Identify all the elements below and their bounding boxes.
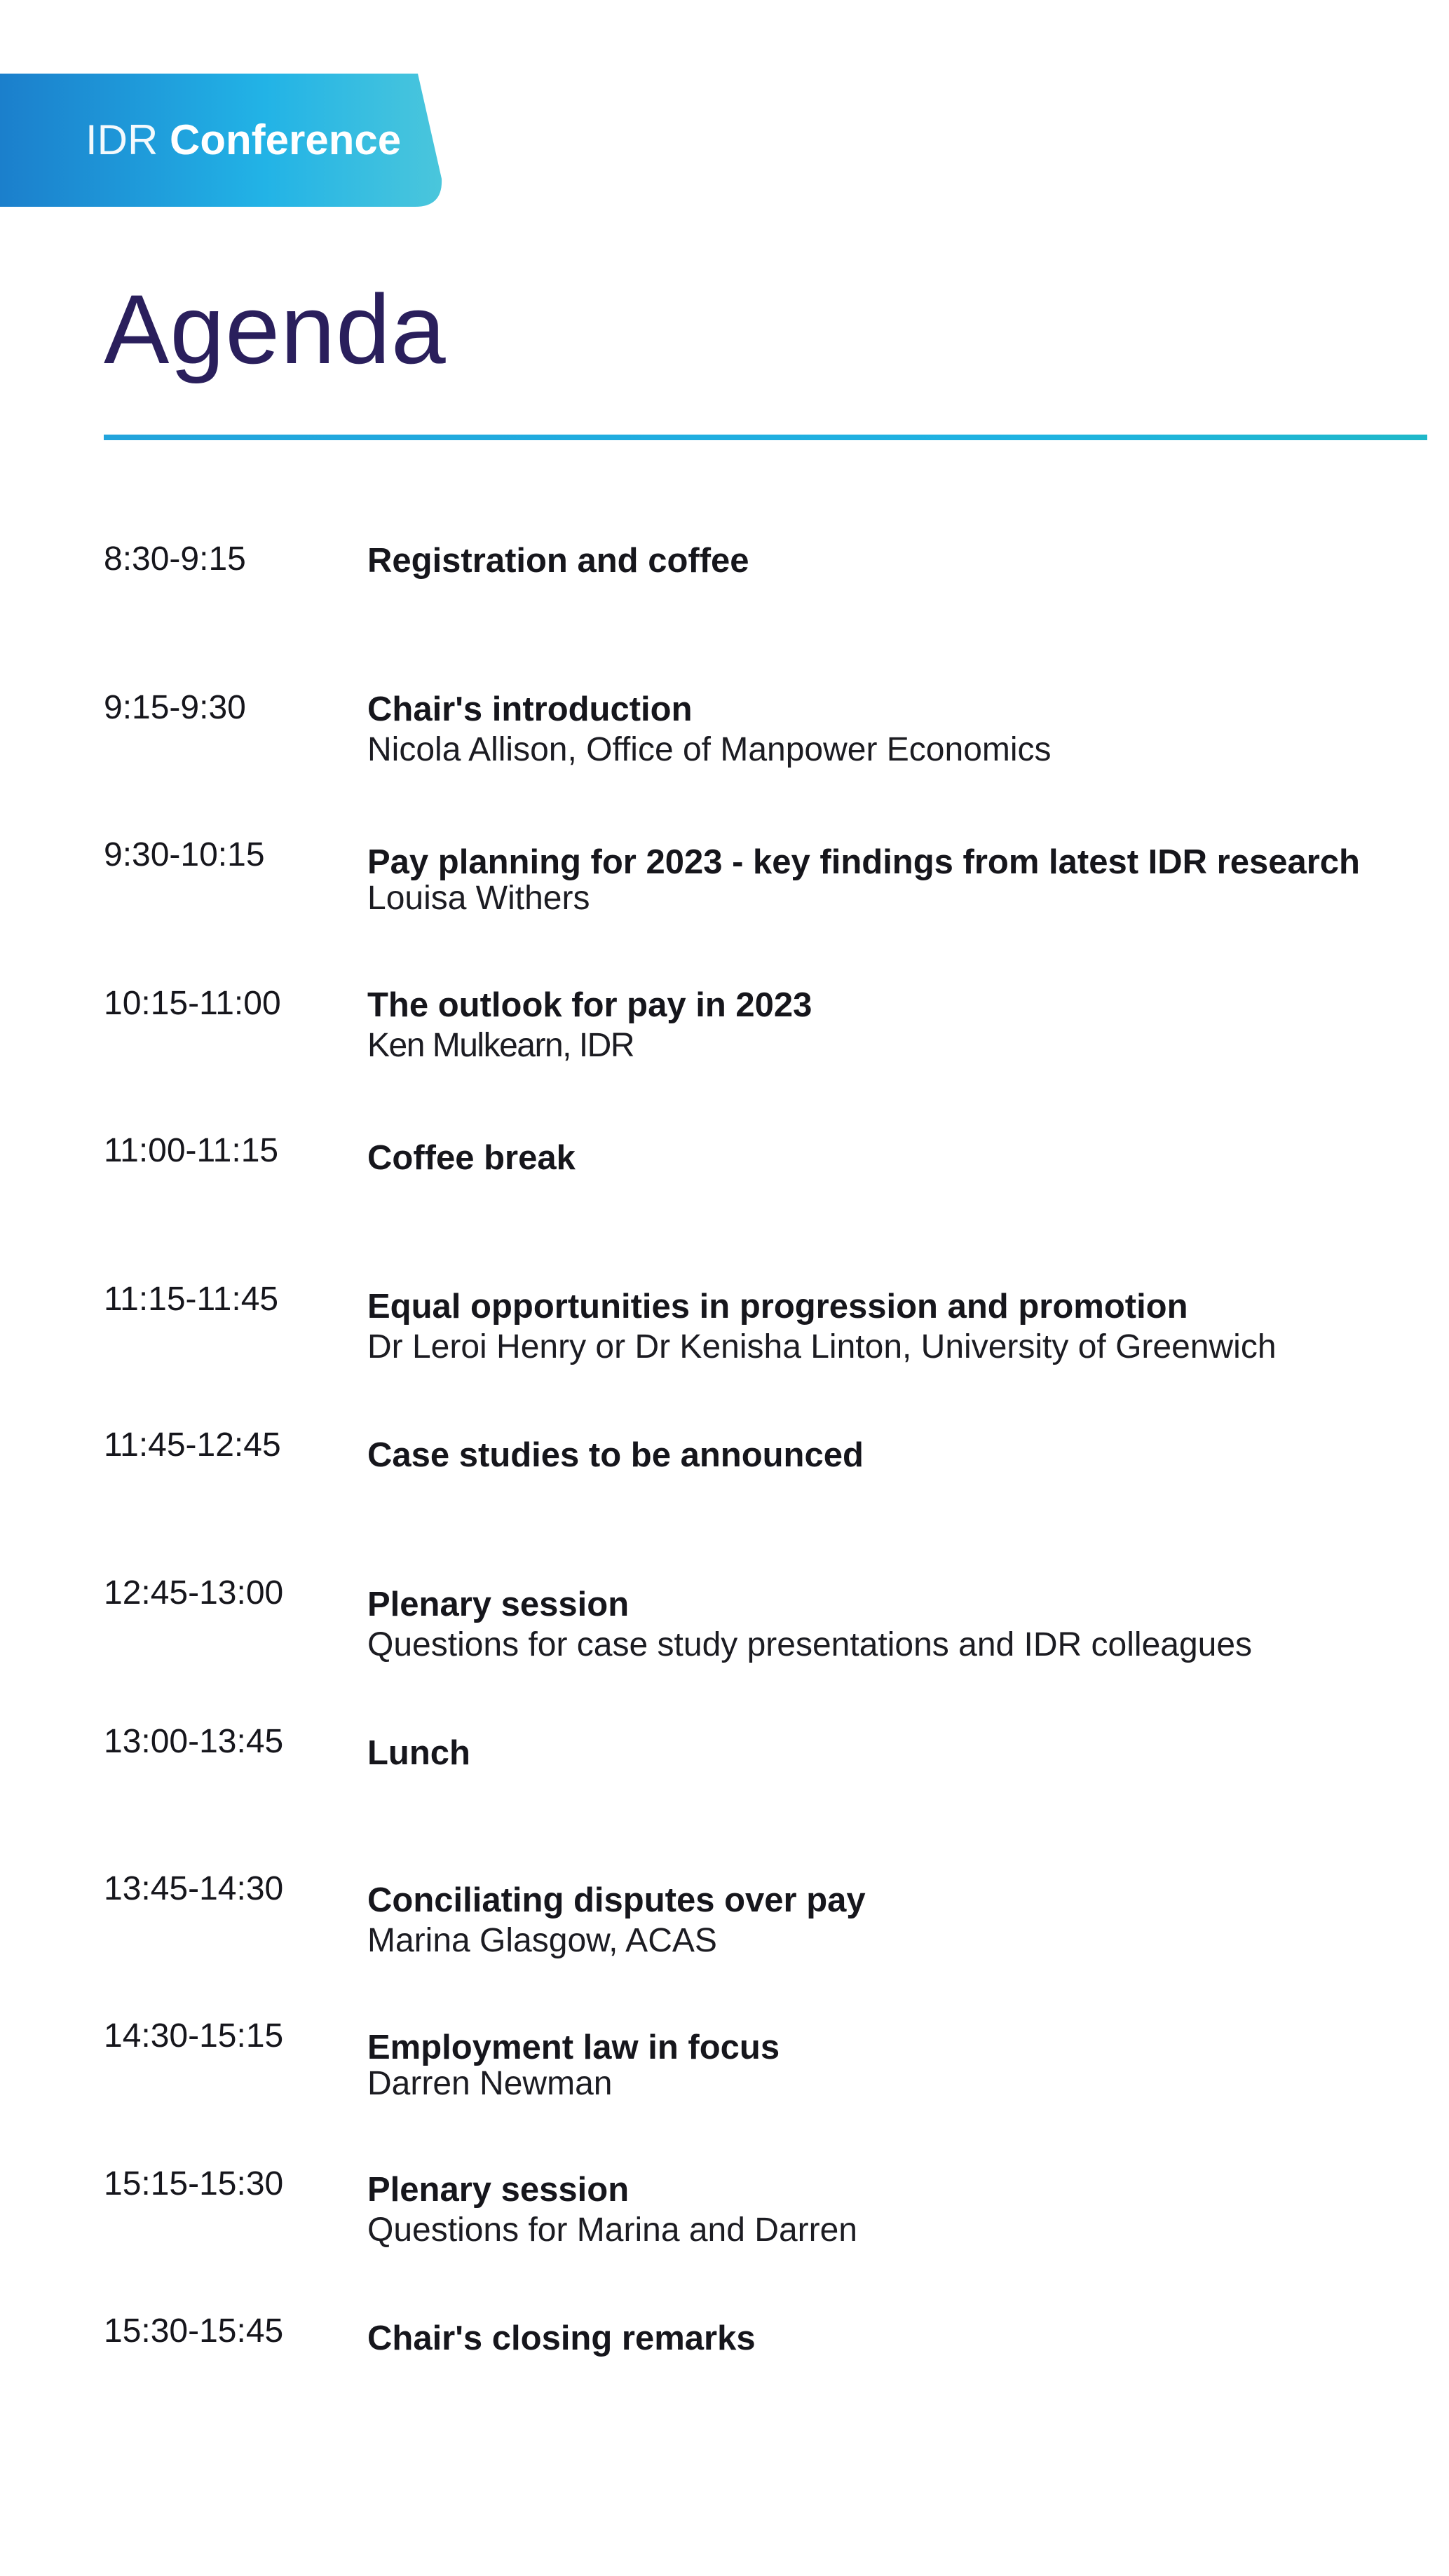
session-title: Coffee break <box>367 1139 576 1177</box>
session-details <box>367 984 1419 1065</box>
session-time: 11:15-11:45 <box>104 1281 279 1318</box>
banner-conference: Conference <box>170 116 402 163</box>
session-details <box>367 1583 1419 1665</box>
session-speaker: Dr Leroi Henry or Dr Kenisha Linton, University of Greenwich <box>367 1328 1277 1365</box>
session-time: 9:30-10:15 <box>104 836 265 873</box>
session-speaker: Questions for case study presentations and IDR colleagues <box>367 1626 1253 1663</box>
session-title: Chair's closing remarks <box>367 2319 756 2357</box>
session-time: 15:15-15:30 <box>104 2165 284 2202</box>
session-speaker: Marina Glasgow, ACAS <box>367 1922 717 1959</box>
session-details <box>367 841 1419 917</box>
session-details <box>367 2169 1419 2250</box>
session-details <box>367 1137 1419 1179</box>
banner-brand: IDR <box>86 116 158 163</box>
session-title: Chair's introduction <box>367 690 693 728</box>
session-time: 11:00-11:15 <box>104 1132 279 1169</box>
session-speaker: Darren Newman <box>367 2065 613 2102</box>
banner-label <box>86 74 401 207</box>
session-details <box>367 2317 1419 2359</box>
session-title: Case studies to be announced <box>367 1436 864 1474</box>
session-details <box>367 540 1419 582</box>
session-details <box>367 1879 1419 1961</box>
session-title: Plenary session <box>367 1586 630 1623</box>
session-title: Lunch <box>367 1734 470 1772</box>
session-title: Registration and coffee <box>367 542 749 580</box>
session-details <box>367 2026 1419 2102</box>
session-title: Equal opportunities in progression and promotion <box>367 1288 1188 1326</box>
session-time: 15:30-15:45 <box>104 2312 284 2350</box>
session-speaker: Questions for Marina and Darren <box>367 2212 857 2249</box>
session-time: 13:00-13:45 <box>104 1723 284 1760</box>
session-details <box>367 1732 1419 1774</box>
session-details <box>367 1434 1419 1476</box>
session-time: 12:45-13:00 <box>104 1574 284 1611</box>
session-speaker: Louisa Withers <box>367 880 590 917</box>
session-time: 10:15-11:00 <box>104 985 281 1022</box>
session-speaker: Nicola Allison, Office of Manpower Economics <box>367 731 1052 768</box>
title-divider <box>104 435 1427 440</box>
session-details <box>367 1286 1419 1367</box>
session-time: 11:45-12:45 <box>104 1426 281 1464</box>
conference-banner <box>0 74 443 207</box>
session-time: 13:45-14:30 <box>104 1870 284 1907</box>
session-time: 9:15-9:30 <box>104 689 246 726</box>
session-details <box>367 688 1419 770</box>
session-time: 8:30-9:15 <box>104 540 246 578</box>
page-title: Agenda <box>104 274 447 384</box>
session-title: Conciliating disputes over pay <box>367 1881 866 1919</box>
session-time: 14:30-15:15 <box>104 2017 284 2054</box>
session-speaker: Ken Mulkearn, IDR <box>367 1027 634 1064</box>
session-title: The outlook for pay in 2023 <box>367 986 812 1024</box>
session-title: Plenary session <box>367 2171 630 2209</box>
session-title: Employment law in focus <box>367 2029 780 2066</box>
session-title: Pay planning for 2023 - key findings from latest IDR research <box>367 843 1360 881</box>
